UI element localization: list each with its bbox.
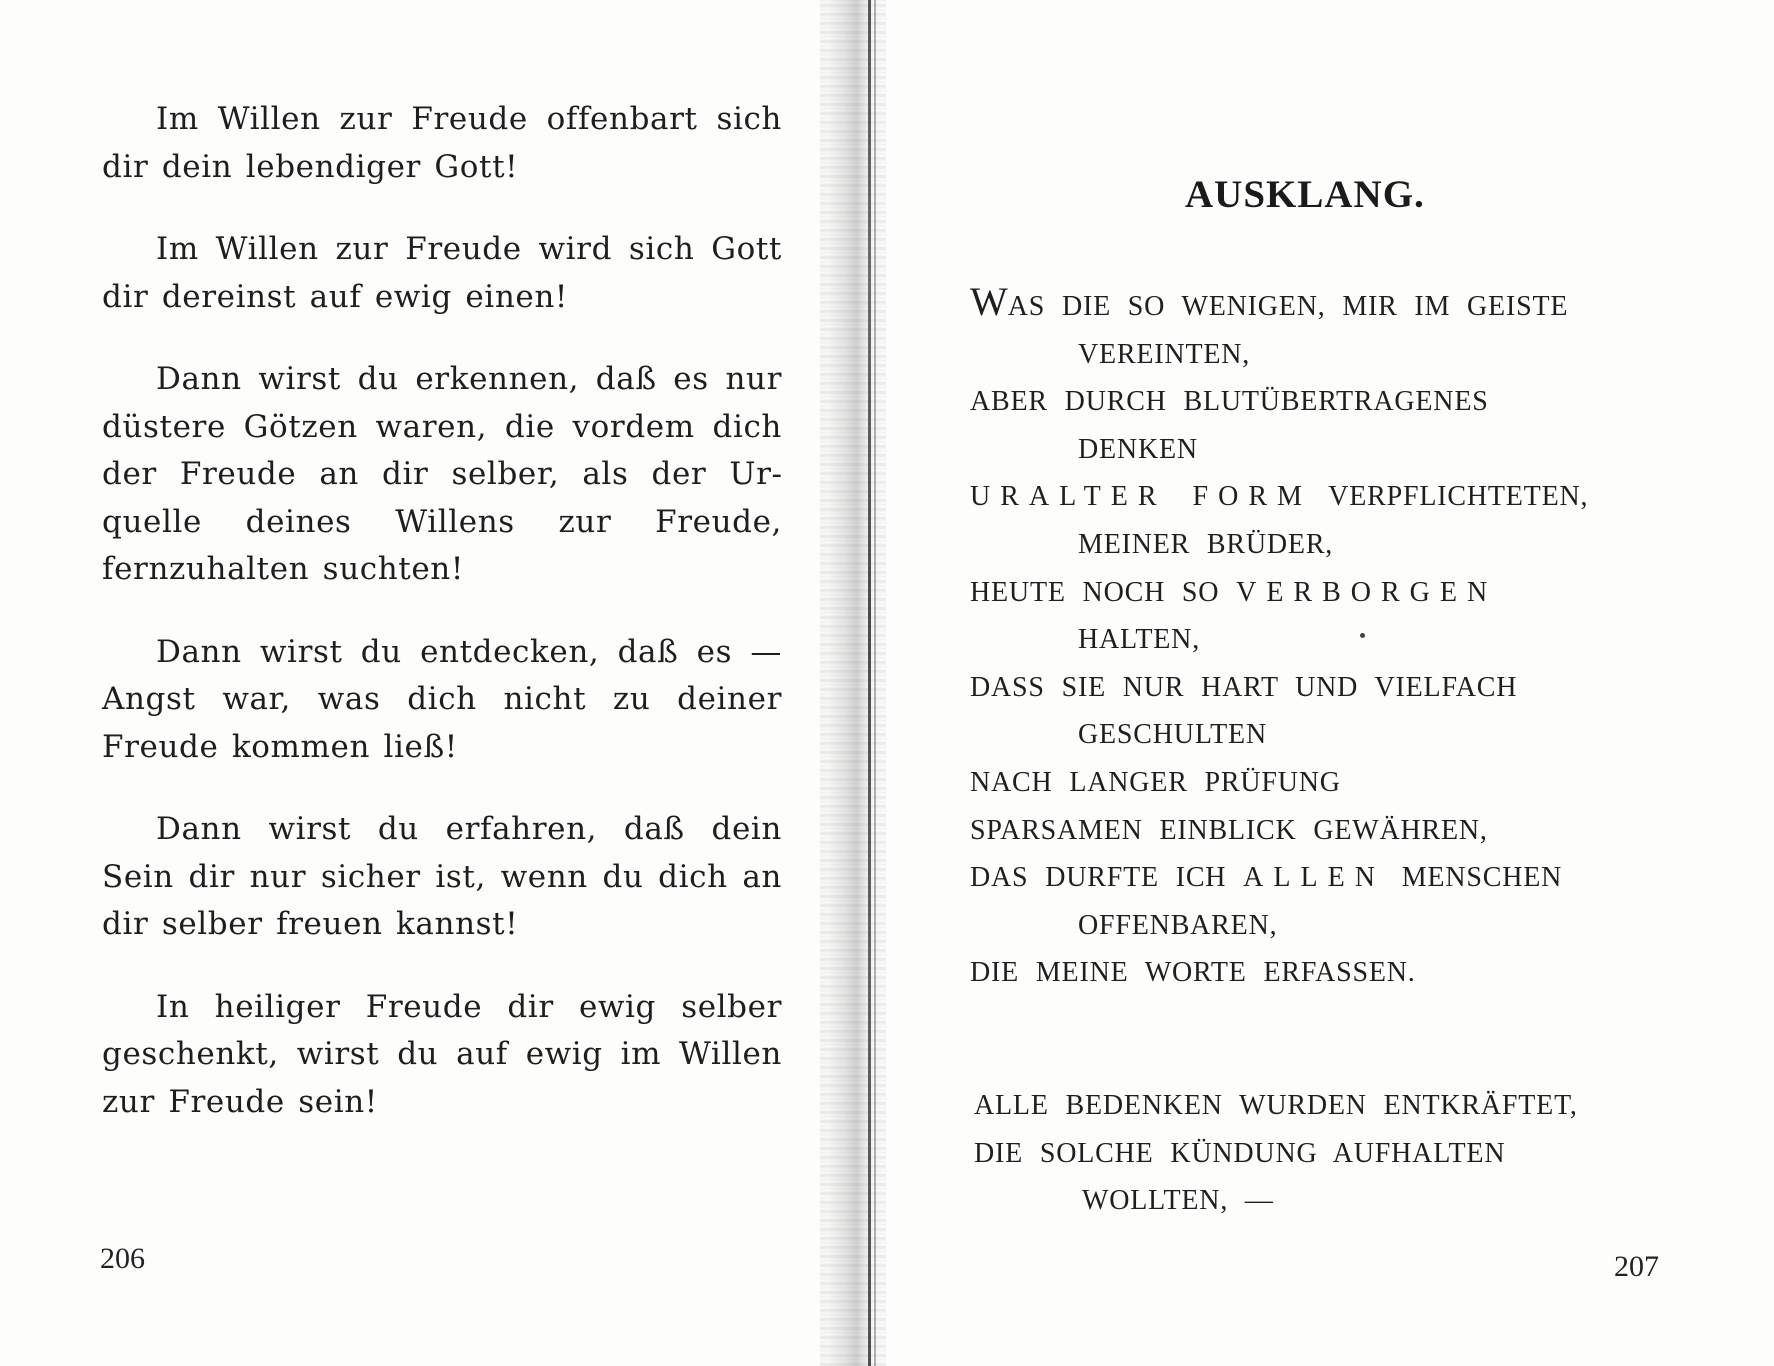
verse-line: DENKEN — [1078, 433, 1198, 465]
verse-line: ABER DURCH BLUTÜBERTRAGENES — [970, 386, 1489, 418]
verse-line-text: AS DIE SO WENIGEN, MIR IM GEISTE — [1007, 291, 1569, 322]
verse-line: HALTEN, — [1078, 624, 1201, 656]
verse-line: GESCHULTEN — [1078, 719, 1267, 751]
fold-line — [868, 0, 871, 1366]
verse-line — [970, 854, 1690, 902]
fold-line-secondary — [874, 0, 876, 1366]
verse-line-text: VERPFLICHTETEN, — [1328, 481, 1589, 513]
verse-line: DIE SOLCHE KÜNDUNG AUFHALTEN — [974, 1137, 1506, 1169]
verse-line-text: MENSCHEN — [1401, 862, 1563, 894]
verse-line: MEINER BRÜDER, — [1078, 528, 1334, 560]
paragraph-4: Dann wirst du entdecken, daß es — Angst war, was dich nicht zu deiner Freude kommen ließ! — [102, 633, 782, 765]
verse-line: NACH LANGER PRÜFUNG — [970, 766, 1341, 798]
verse-stanza-2 — [974, 1082, 1694, 1225]
page-number-left: 206 — [100, 1242, 145, 1275]
paragraph-2: Im Willen zur Freude wird sich Gott dir dereinst auf ewig einen! — [102, 231, 782, 315]
paragraph-6: In heiliger Freude dir ewig selber geschenkt, wirst du auf ewig im Willen zur Freude sein! — [102, 988, 782, 1120]
verse-stanza-1 — [970, 278, 1690, 997]
left-page — [0, 0, 860, 1366]
paragraph-1: Im Willen zur Freude offenbart sich dir dein lebendiger Gott! — [102, 101, 782, 185]
verse-line: OFFENBAREN, — [1078, 909, 1278, 941]
verse-line: SPARSAMEN EINBLICK GEWÄHREN, — [970, 814, 1488, 846]
left-page-text — [102, 96, 782, 1161]
verse-line — [970, 278, 1690, 331]
print-speck — [1360, 633, 1365, 638]
spaced-emphasis: VERBORGEN — [1236, 576, 1498, 608]
paragraph-5: Dann wirst du erfahren, daß dein Sein dir nur sicher ist, wenn du dich an dir selber freuen kannst! — [102, 811, 782, 942]
verse-line: VEREINTEN, — [1078, 338, 1251, 370]
verse-line-text: DAS DURFTE ICH — [970, 862, 1227, 894]
page-number-right: 207 — [1614, 1250, 1659, 1283]
verse-line — [970, 473, 1690, 521]
verse-line-text: HEUTE NOCH SO — [970, 576, 1220, 608]
paragraph-3: Dann wirst du erkennen, daß es nur düstere Götzen waren, die vordem dich der Freude an dir selber, als der Urquelle deines Willens zur Freude, fernzuhalten suchten! — [102, 361, 782, 587]
spaced-emphasis: ALLEN — [1243, 862, 1385, 894]
page-title: AUSKLANG. — [1185, 173, 1425, 216]
verse-line: DIE MEINE WORTE ERFASSEN. — [970, 957, 1416, 989]
verse-line: WOLLTEN, — — [1082, 1185, 1274, 1217]
verse-line: ALLE BEDENKEN WURDEN ENTKRÄFTET, — [974, 1090, 1578, 1121]
verse-line — [970, 569, 1690, 617]
drop-initial: W — [970, 279, 1008, 324]
spaced-emphasis: URALTER FORM — [970, 481, 1312, 513]
verse-line: DASS SIE NUR HART UND VIELFACH — [970, 671, 1518, 703]
